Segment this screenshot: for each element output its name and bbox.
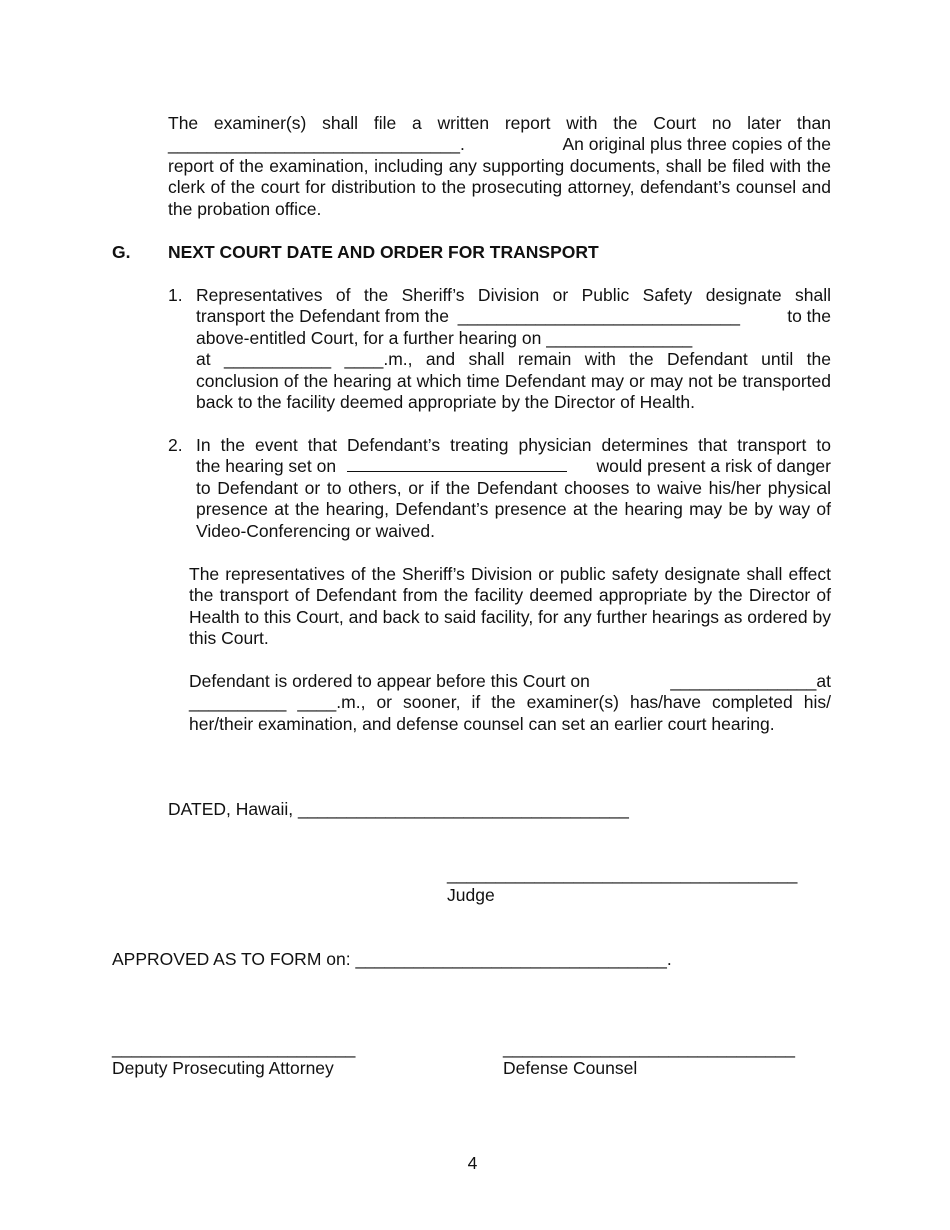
item-number: 1. (168, 285, 183, 305)
hearing-date-line: above-entitled Court, for a further hearing on _______________ (196, 327, 693, 348)
prosecutor-label: Deputy Prosecuting Attorney (112, 1058, 334, 1078)
report-paragraph (168, 113, 831, 220)
report-due-date-blank: ______________________________. (168, 134, 465, 155)
hearing-set-date-blank (347, 456, 567, 472)
page-number: 4 (467, 1153, 478, 1173)
transport-paragraph: The representatives of the Sheriff’s Division or public safety designate shall effect the transport of Defendant from the facility deemed appropriate by the Director of Health to this Court, and back to said facility, for any further hearings as ordered by this Court. (189, 564, 831, 649)
report-paragraph-rest: report of the examination, including any supporting documents, shall be filed with the clerk of the court for distribution to the prosecuting attorney, defendant’s counsel and the probation office. (168, 155, 831, 219)
defense-label: Defense Counsel (503, 1058, 638, 1078)
item1-rest: conclusion of the hearing at which time Defendant may or may not be transported back to the facility deemed appropriate by the Director of Health. (196, 370, 831, 413)
judge-label: Judge (447, 885, 495, 905)
transport-item-1 (168, 285, 831, 413)
defense-signature-line: ______________________________ (503, 1038, 795, 1058)
hearing-time-line: at ___________ ____.m., and shall remain with the Defendant until the (196, 349, 831, 370)
item2-line2-pre: the hearing set on (196, 456, 337, 477)
dated-line: DATED, Hawaii, __________________________________ (168, 799, 629, 819)
item2-line2-post: would present a risk of danger (596, 456, 831, 477)
appear-line2: __________ ____.m., or sooner, if the examiner(s) has/have completed his/ (189, 692, 831, 713)
section-letter: G. (112, 242, 131, 262)
item2-line1: In the event that Defendant’s treating physician determines that transport to (196, 435, 831, 455)
prosecutor-signature-line: _________________________ (112, 1038, 356, 1058)
item1-line2-pre: transport the Defendant from the (196, 306, 449, 327)
report-copies-text: An original plus three copies of the (562, 134, 831, 155)
appear-line3: her/their examination, and defense counsel can set an earlier court hearing. (189, 713, 775, 734)
item2-rest: to Defendant or to others, or if the Defendant chooses to waive his/her physical presence at the hearing, Defendant’s presence at the hearing may be by way of Video-Conferencing or waived. (196, 477, 831, 541)
item1-line2-post: to the (787, 306, 831, 327)
item2-line2 (196, 456, 831, 477)
item-number: 2. (168, 435, 183, 455)
transport-item-2 (168, 435, 831, 542)
appear-date-blank: _______________at (670, 671, 831, 691)
judge-signature-line: ____________________________________ (447, 864, 798, 884)
report-paragraph-line2 (168, 134, 831, 155)
section-title: NEXT COURT DATE AND ORDER FOR TRANSPORT (168, 242, 599, 262)
appear-line1-pre: Defendant is ordered to appear before this Court on (189, 671, 590, 691)
approved-as-to-form: APPROVED AS TO FORM on: ________________________________. (112, 949, 672, 969)
item1-line1: Representatives of the Sheriff’s Division or Public Safety designate shall (196, 285, 831, 305)
report-paragraph-line1: The examiner(s) shall file a written report with the Court no later than (168, 113, 831, 133)
facility-blank: _____________________________ (457, 306, 741, 327)
appear-line1 (189, 671, 831, 692)
item1-line2 (196, 306, 831, 327)
appear-paragraph (189, 671, 831, 735)
